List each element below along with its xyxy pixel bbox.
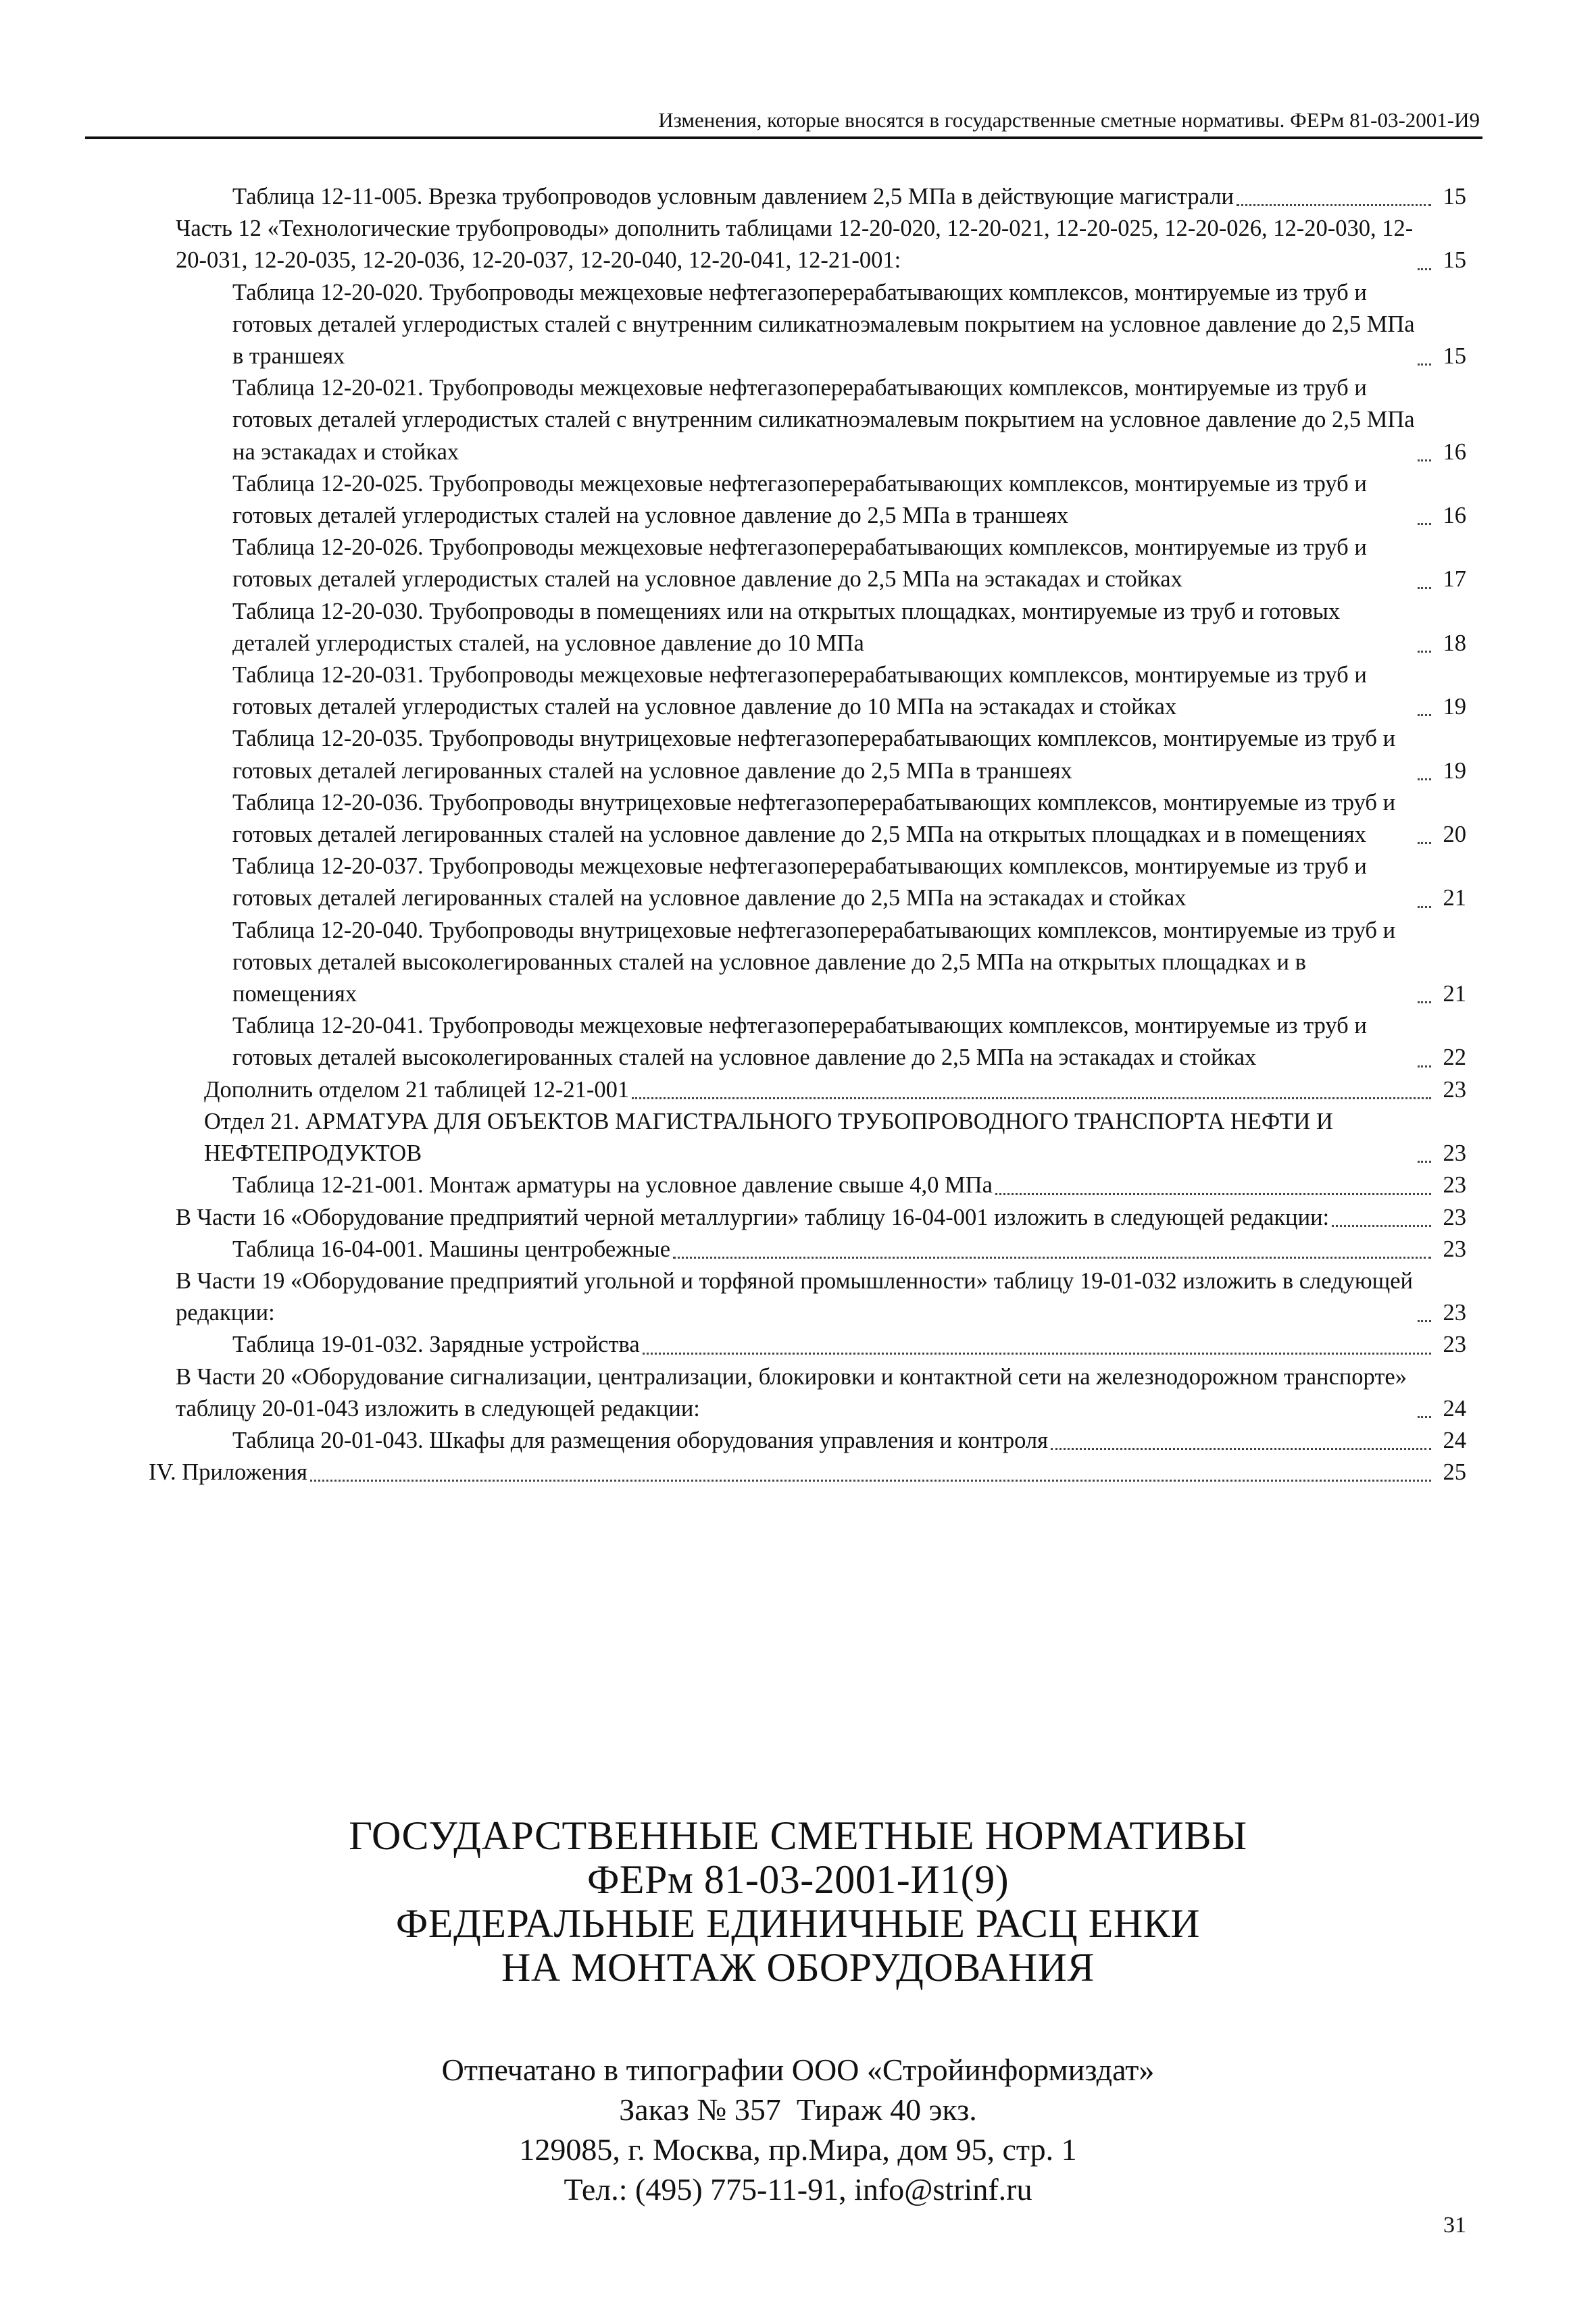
toc-page-number: 24 bbox=[1443, 1395, 1466, 1422]
toc-leader-dots bbox=[310, 1480, 1431, 1482]
imprint-printer: Отпечатано в типографии ООО «Стройинформиздат» bbox=[441, 2053, 1155, 2087]
toc-entry-text: Таблица 20-01-043. Шкафы для размещения оборудования управления и контроля bbox=[232, 1427, 1048, 1453]
toc-leader-dots bbox=[1418, 778, 1431, 780]
toc-leader-dots bbox=[673, 1257, 1431, 1259]
toc-entry bbox=[232, 723, 1466, 786]
toc-entry-text: Таблица 12-20-035. Трубопроводы внутрицеховые нефтегазоперерабатывающих комплексов, монтируемые из труб и готовых деталей легированных сталей на условное давление до 2,5 МПа в траншеях bbox=[232, 726, 1396, 784]
toc-entry-text: В Части 19 «Оборудование предприятий угольной и торфяной промышленности» таблицу 19-01-032 изложить в следующей редакции: bbox=[176, 1267, 1413, 1326]
toc-entry bbox=[149, 1457, 1466, 1488]
toc-page-number: 19 bbox=[1443, 694, 1466, 720]
toc-page-number: 16 bbox=[1443, 503, 1466, 529]
toc-entry-text: Таблица 12-20-031. Трубопроводы межцеховые нефтегазоперерабатывающих комплексов, монтируемые из труб и готовых деталей углеродистых сталей на условное давление до 10 МПа на эстакадах и стойках bbox=[232, 662, 1367, 720]
toc-page-number: 22 bbox=[1443, 1045, 1466, 1071]
toc-leader-dots bbox=[1418, 363, 1431, 366]
toc-page-number: 23 bbox=[1443, 1236, 1466, 1262]
toc-page-number: 21 bbox=[1443, 981, 1466, 1007]
toc-leader-dots bbox=[1418, 268, 1431, 270]
toc-entry bbox=[232, 596, 1466, 659]
toc-entry bbox=[204, 1074, 1466, 1106]
toc-entry-text: Таблица 12-20-036. Трубопроводы внутрицеховые нефтегазоперерабатывающих комплексов, монтируемые из труб и готовых деталей легированных сталей на условное давление до 2,5 МПа на открытых площадках и в помещениях bbox=[232, 789, 1396, 848]
toc-entry bbox=[232, 659, 1466, 723]
toc-leader-dots bbox=[1418, 1161, 1431, 1163]
toc-entry-text: Дополнить отделом 21 таблицей 12-21-001 bbox=[204, 1076, 630, 1103]
toc-page-number: 18 bbox=[1443, 630, 1466, 656]
toc-page-number: 15 bbox=[1443, 247, 1466, 274]
toc-page-number: 23 bbox=[1443, 1300, 1466, 1326]
title-line-1: ГОСУДАРСТВЕННЫЕ СМЕТНЫЕ НОРМАТИВЫ bbox=[349, 1813, 1247, 1858]
toc-entry bbox=[232, 851, 1466, 914]
toc-entry bbox=[232, 787, 1466, 851]
toc-entry-text: Таблица 12-20-025. Трубопроводы межцеховые нефтегазоперерабатывающих комплексов, монтируемые из труб и готовых деталей углеродистых сталей на условное давление до 2,5 МПа в траншеях bbox=[232, 470, 1367, 529]
toc-entry bbox=[176, 1265, 1466, 1329]
toc-entry bbox=[232, 277, 1466, 373]
toc-leader-dots bbox=[995, 1193, 1431, 1195]
toc-entry-text: Часть 12 «Технологические трубопроводы» дополнить таблицами 12-20-020, 12-20-021, 12-20-025, 12-20-026, 12-20-030, 12-20-031, 12-20-035, 12-20-036, 12-20-037, 12-20-040, 12-20-041, 12-21-001: bbox=[176, 216, 1414, 274]
toc-entry bbox=[176, 213, 1466, 276]
toc-entry bbox=[232, 1234, 1466, 1265]
toc-page-number: 15 bbox=[1443, 343, 1466, 370]
toc-leader-dots bbox=[632, 1097, 1431, 1099]
toc-leader-dots bbox=[1418, 587, 1431, 589]
toc-leader-dots bbox=[1418, 459, 1431, 461]
toc-page-number: 24 bbox=[1443, 1427, 1466, 1453]
table-of-contents bbox=[149, 181, 1466, 1488]
imprint bbox=[0, 2050, 1596, 2209]
toc-leader-dots bbox=[1418, 1065, 1431, 1067]
toc-leader-dots bbox=[1418, 1416, 1431, 1418]
running-header: Изменения, которые вносятся в государственные сметные нормативы. ФЕРм 81-03-2001-И9 bbox=[658, 108, 1480, 132]
toc-entry bbox=[232, 181, 1466, 213]
toc-page-number: 19 bbox=[1443, 757, 1466, 784]
header-rule bbox=[85, 136, 1482, 139]
toc-entry bbox=[176, 1202, 1466, 1234]
toc-page-number: 15 bbox=[1443, 184, 1466, 209]
toc-entry bbox=[232, 1425, 1466, 1457]
toc-entry-text: Отдел 21. АРМАТУРА ДЛЯ ОБЪЕКТОВ МАГИСТРАЛЬНОГО ТРУБОПРОВОДНОГО ТРАНСПОРТА НЕФТИ И НЕФТЕПРОДУКТОВ bbox=[204, 1108, 1333, 1167]
toc-entry bbox=[232, 915, 1466, 1011]
toc-entry bbox=[232, 468, 1466, 532]
imprint-order: Заказ № 357 Тираж 40 экз. bbox=[619, 2092, 977, 2127]
toc-entry-text: В Части 16 «Оборудование предприятий черной металлургии» таблицу 16-04-001 изложить в следующей редакции: bbox=[176, 1204, 1330, 1230]
toc-page-number: 25 bbox=[1443, 1459, 1466, 1486]
toc-entry-text: Таблица 19-01-032. Зарядные устройства bbox=[232, 1332, 640, 1358]
page-number: 31 bbox=[1443, 2213, 1466, 2238]
toc-entry-text: Таблица 12-21-001. Монтаж арматуры на условное давление свыше 4,0 МПа bbox=[232, 1172, 993, 1199]
toc-page-number: 23 bbox=[1443, 1140, 1466, 1167]
toc-page-number: 23 bbox=[1443, 1172, 1466, 1199]
toc-entry bbox=[232, 1010, 1466, 1074]
toc-entry-text: Таблица 12-11-005. Врезка трубопроводов условным давлением 2,5 МПа в действующие магистрали bbox=[232, 184, 1234, 209]
toc-page-number: 23 bbox=[1443, 1204, 1466, 1230]
toc-entry-text: Таблица 12-20-026. Трубопроводы межцеховые нефтегазоперерабатывающих комплексов, монтируемые из труб и готовых деталей углеродистых сталей на условное давление до 2,5 МПа на эстакадах и стойках bbox=[232, 534, 1367, 593]
title-line-4: НА МОНТАЖ ОБОРУДОВАНИЯ bbox=[501, 1945, 1095, 1990]
toc-entry bbox=[176, 1361, 1466, 1425]
toc-leader-dots bbox=[1418, 842, 1431, 844]
toc-entry-text: Таблица 12-20-037. Трубопроводы межцеховые нефтегазоперерабатывающих комплексов, монтируемые из труб и готовых деталей легированных сталей на условное давление до 2,5 МПа на эстакадах и стойках bbox=[232, 853, 1367, 911]
toc-leader-dots bbox=[643, 1353, 1431, 1355]
toc-entry-text: Таблица 16-04-001. Машины центробежные bbox=[232, 1236, 671, 1262]
toc-entry bbox=[232, 1329, 1466, 1361]
toc-leader-dots bbox=[1418, 1320, 1431, 1322]
toc-leader-dots bbox=[1237, 204, 1431, 206]
toc-page-number: 16 bbox=[1443, 438, 1466, 465]
toc-entry-text: В Части 20 «Оборудование сигнализации, централизации, блокировки и контактной сети на железнодорожном транспорте» таблицу 20-01-043 изложить в следующей редакции: bbox=[176, 1363, 1407, 1422]
toc-leader-dots bbox=[1332, 1225, 1431, 1227]
toc-page-number: 21 bbox=[1443, 885, 1466, 911]
toc-leader-dots bbox=[1418, 1001, 1431, 1003]
title-block bbox=[0, 1814, 1596, 1990]
toc-entry-text: Таблица 12-20-020. Трубопроводы межцеховые нефтегазоперерабатывающих комплексов, монтируемые из труб и готовых деталей углеродистых сталей с внутренним силикатноэмалевым покрытием на условное давление до 2,5 МПа в траншеях bbox=[232, 279, 1415, 370]
toc-entry bbox=[204, 1106, 1466, 1169]
toc-entry-text: IV. Приложения bbox=[149, 1459, 307, 1486]
imprint-contact: Тел.: (495) 775-11-91, info@strinf.ru bbox=[564, 2172, 1032, 2207]
toc-leader-dots bbox=[1051, 1448, 1431, 1450]
toc-entry bbox=[232, 372, 1466, 468]
title-line-2: ФЕРм 81-03-2001-И1(9) bbox=[587, 1857, 1009, 1902]
toc-entry-text: Таблица 12-20-041. Трубопроводы межцеховые нефтегазоперерабатывающих комплексов, монтируемые из труб и готовых деталей высоколегированных сталей на условное давление до 2,5 МПа на эстакадах и стойках bbox=[232, 1013, 1367, 1071]
toc-leader-dots bbox=[1418, 714, 1431, 716]
toc-entry bbox=[232, 532, 1466, 595]
toc-leader-dots bbox=[1418, 651, 1431, 653]
toc-page-number: 17 bbox=[1443, 566, 1466, 593]
toc-entry-text: Таблица 12-20-021. Трубопроводы межцеховые нефтегазоперерабатывающих комплексов, монтируемые из труб и готовых деталей углеродистых сталей с внутренним силикатноэмалевым покрытием на условное давление до 2,5 МПа на эстакадах и стойках bbox=[232, 375, 1415, 465]
toc-page-number: 23 bbox=[1443, 1332, 1466, 1358]
title-line-3: ФЕДЕРАЛЬНЫЕ ЕДИНИЧНЫЕ РАСЦ ЕНКИ bbox=[395, 1901, 1201, 1946]
toc-page-number: 23 bbox=[1443, 1076, 1466, 1103]
toc-entry bbox=[232, 1169, 1466, 1201]
toc-leader-dots bbox=[1418, 523, 1431, 525]
toc-entry-text: Таблица 12-20-030. Трубопроводы в помещениях или на открытых площадках, монтируемые из труб и готовых деталей углеродистых сталей, на условное давление до 10 МПа bbox=[232, 598, 1341, 656]
toc-entry-text: Таблица 12-20-040. Трубопроводы внутрицеховые нефтегазоперерабатывающих комплексов, монтируемые из труб и готовых деталей высоколегированных сталей на условное давление до 2,5 МПа на открытых площадках и в помещениях bbox=[232, 917, 1396, 1007]
imprint-address: 129085, г. Москва, пр.Мира, дом 95, стр. 1 bbox=[519, 2132, 1077, 2167]
toc-page-number: 20 bbox=[1443, 822, 1466, 848]
toc-leader-dots bbox=[1418, 906, 1431, 908]
